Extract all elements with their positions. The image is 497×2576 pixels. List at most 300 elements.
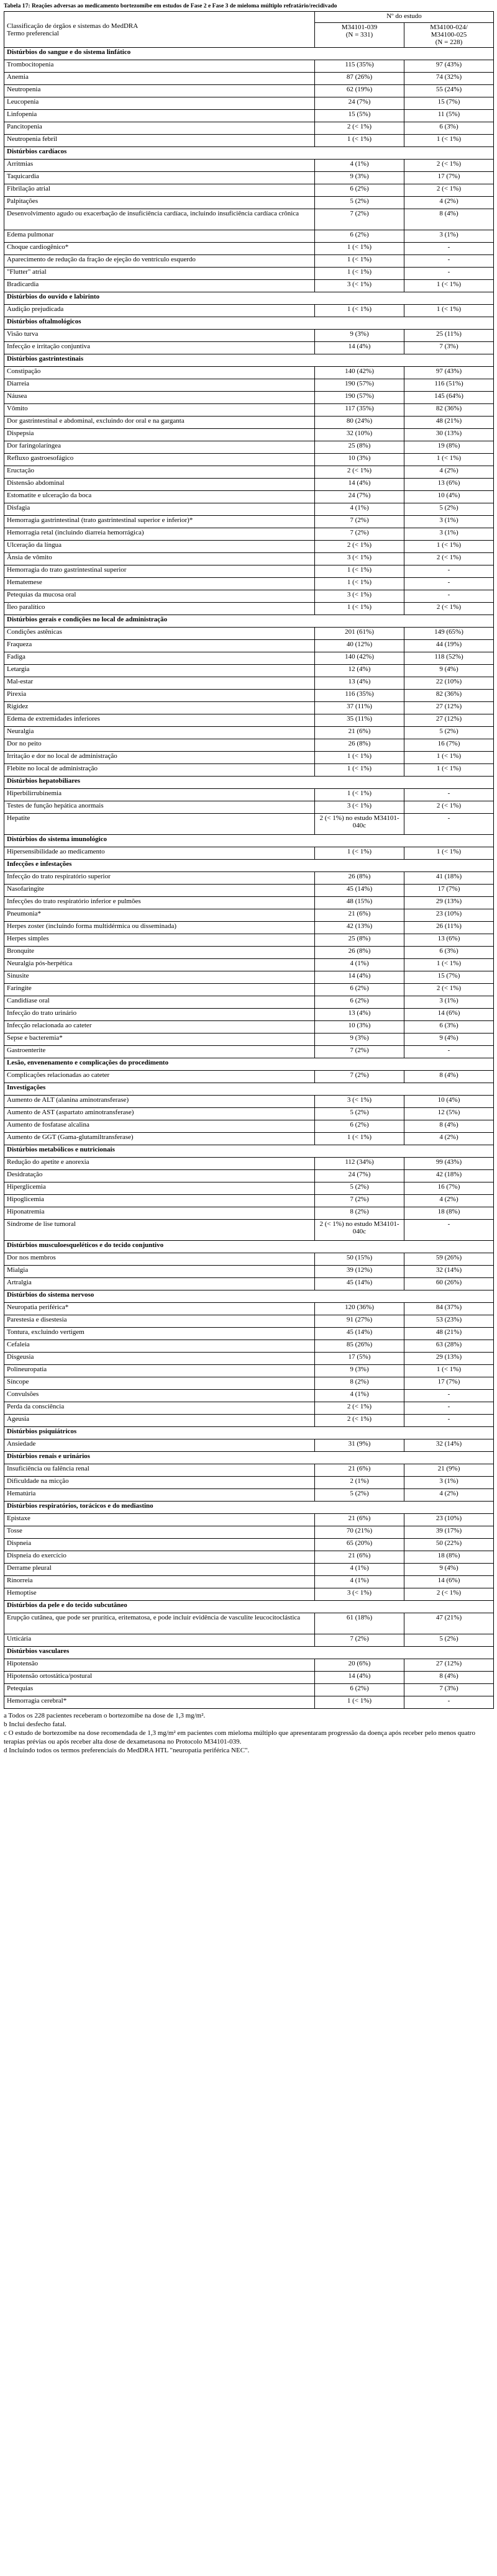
term-cell: Trombocitopenia (4, 60, 315, 73)
table-row (4, 1684, 494, 1696)
study-024-025-cell: - (404, 255, 494, 268)
term-cell: Ulceração da língua (4, 541, 315, 553)
study-024-025-cell: 10 (4%) (404, 491, 494, 503)
study-039-cell: 190 (57%) (315, 392, 404, 404)
study-024-025-cell: 1 (< 1%) (404, 959, 494, 971)
term-cell: Vômito (4, 404, 315, 417)
study-039-cell: 2 (1%) (315, 1477, 404, 1489)
study-024-025-cell: 53 (23%) (404, 1315, 494, 1328)
study-039-cell: 40 (12%) (315, 640, 404, 652)
study-024-025-cell: 1 (< 1%) (404, 454, 494, 466)
study-039-cell: 1 (< 1%) (315, 243, 404, 255)
term-cell: Derrame pleural (4, 1564, 315, 1576)
term-cell: Neutropenia (4, 85, 315, 97)
section-row (4, 1145, 494, 1158)
section-row (4, 317, 494, 330)
study-039-cell: 4 (1%) (315, 503, 404, 516)
study-039-cell: 24 (7%) (315, 1170, 404, 1182)
table-row (4, 665, 494, 677)
table-row (4, 1489, 494, 1502)
study-039-cell: 2 (< 1%) (315, 1402, 404, 1415)
term-cell: Candidíase oral (4, 996, 315, 1009)
term-cell: Leucopenia (4, 97, 315, 110)
table-row (4, 122, 494, 135)
section-heading: Distúrbios do sangue e do sistema linfático (4, 48, 494, 60)
table-row (4, 996, 494, 1009)
table-row (4, 1390, 494, 1402)
table-row (4, 1539, 494, 1551)
term-cell: Tontura, excluindo vertigem (4, 1328, 315, 1340)
study-039-cell: 70 (21%) (315, 1526, 404, 1539)
table-row (4, 1220, 494, 1241)
table-row (4, 73, 494, 85)
term-cell: Hipoglicemia (4, 1195, 315, 1207)
table-row (4, 1195, 494, 1207)
study-024-025-cell: 22 (10%) (404, 677, 494, 690)
study-024-025-cell: 55 (24%) (404, 85, 494, 97)
study-024-025-cell: 84 (37%) (404, 1303, 494, 1315)
study-039-cell: 91 (27%) (315, 1315, 404, 1328)
table-row (4, 1303, 494, 1315)
study-039-cell: 1 (< 1%) (315, 1133, 404, 1145)
table-row (4, 197, 494, 209)
study-039-cell: 17 (5%) (315, 1353, 404, 1365)
study-039-cell: 24 (7%) (315, 97, 404, 110)
study-024-025-cell: - (404, 578, 494, 590)
term-cell: Dispepsia (4, 429, 315, 441)
table-row (4, 172, 494, 184)
section-heading: Distúrbios psiquiátricos (4, 1427, 494, 1439)
study-024-025-cell: 32 (14%) (404, 1266, 494, 1278)
table-row (4, 1120, 494, 1133)
term-cell: Íleo paralítico (4, 603, 315, 615)
study-024-025-cell: 8 (4%) (404, 209, 494, 230)
study-024-025-cell: 1 (< 1%) (404, 1365, 494, 1377)
term-cell: Sepse e bacteremia* (4, 1034, 315, 1046)
term-cell: Flebite no local de administração (4, 764, 315, 777)
table-row (4, 1278, 494, 1290)
term-cell: Aumento de AST (aspartato aminotransferase) (4, 1108, 315, 1120)
table-row (4, 1564, 494, 1576)
table-row (4, 690, 494, 702)
table-row (4, 628, 494, 640)
study-024-025-cell: 97 (43%) (404, 367, 494, 379)
study-024-025-cell: - (404, 1390, 494, 1402)
section-row (4, 860, 494, 872)
study-039-cell: 1 (< 1%) (315, 847, 404, 860)
study-039-cell: 7 (2%) (315, 1195, 404, 1207)
study-024-025-cell: 4 (2%) (404, 1133, 494, 1145)
study-039-cell: 48 (15%) (315, 897, 404, 909)
section-row (4, 1290, 494, 1303)
study-024-025-cell: - (404, 1220, 494, 1241)
term-cell: Taquicardia (4, 172, 315, 184)
study-039-cell: 3 (< 1%) (315, 1588, 404, 1601)
table-row (4, 1659, 494, 1672)
study-024-025-cell: - (404, 590, 494, 603)
study-024-025-cell: 15 (7%) (404, 97, 494, 110)
table-row (4, 243, 494, 255)
study-039-cell: 62 (19%) (315, 85, 404, 97)
study-024-025-cell: 16 (7%) (404, 1182, 494, 1195)
section-heading: Infecções e infestações (4, 860, 494, 872)
header-study-025-id: M34100-025 (431, 31, 467, 38)
study-039-cell: 117 (35%) (315, 404, 404, 417)
study-024-025-cell: 4 (2%) (404, 1195, 494, 1207)
table-row (4, 847, 494, 860)
table-row (4, 110, 494, 122)
term-cell: Petequias (4, 1684, 315, 1696)
study-039-cell: 2 (< 1%) (315, 466, 404, 479)
study-024-025-cell: 149 (65%) (404, 628, 494, 640)
term-cell: Pirexia (4, 690, 315, 702)
term-cell: Infecções do trato respiratório inferior e pulmões (4, 897, 315, 909)
study-024-025-cell: 6 (3%) (404, 947, 494, 959)
study-024-025-cell: 1 (< 1%) (404, 764, 494, 777)
section-heading: Distúrbios do ouvido e labirinto (4, 292, 494, 305)
study-024-025-cell: 18 (8%) (404, 1207, 494, 1220)
term-cell: Cefaleia (4, 1340, 315, 1353)
term-cell: Hemorragia cerebral* (4, 1696, 315, 1709)
table-row (4, 1021, 494, 1034)
table-row (4, 367, 494, 379)
header-study-024-025 (404, 23, 494, 48)
table-row (4, 1108, 494, 1120)
study-024-025-cell: 27 (12%) (404, 1659, 494, 1672)
table-row (4, 947, 494, 959)
term-cell: Testes de função hepática anormais (4, 801, 315, 814)
term-cell: Palpitações (4, 197, 315, 209)
study-039-cell: 21 (6%) (315, 1514, 404, 1526)
study-024-025-cell: 44 (19%) (404, 640, 494, 652)
term-cell: Urticária (4, 1634, 315, 1647)
header-study-024-025-n: (N = 228) (435, 38, 463, 46)
table-row (4, 1464, 494, 1477)
study-039-cell: 10 (3%) (315, 1021, 404, 1034)
study-024-025-cell: 59 (26%) (404, 1253, 494, 1266)
study-024-025-cell: 29 (13%) (404, 897, 494, 909)
study-039-cell: 20 (6%) (315, 1659, 404, 1672)
study-039-cell: 14 (4%) (315, 971, 404, 984)
term-cell: Letargia (4, 665, 315, 677)
term-cell: Irritação e dor no local de administração (4, 752, 315, 764)
section-heading: Investigações (4, 1083, 494, 1096)
term-cell: Herpes simples (4, 934, 315, 947)
study-024-025-cell: 74 (32%) (404, 73, 494, 85)
table-row (4, 1672, 494, 1684)
study-039-cell: 2 (< 1%) no estudo M34101-040c (315, 1220, 404, 1241)
table-row (4, 739, 494, 752)
term-cell: Hipotensão ortostática/postural (4, 1672, 315, 1684)
study-039-cell: 5 (2%) (315, 1182, 404, 1195)
study-024-025-cell: 19 (8%) (404, 441, 494, 454)
study-024-025-cell: 2 (< 1%) (404, 184, 494, 197)
study-039-cell: 1 (< 1%) (315, 135, 404, 147)
study-024-025-cell: 15 (7%) (404, 971, 494, 984)
table-row (4, 727, 494, 739)
study-024-025-cell: 8 (4%) (404, 1672, 494, 1684)
term-cell: Edema de extremidades inferiores (4, 714, 315, 727)
term-cell: Hiperbilirrubinemia (4, 789, 315, 801)
table-row (4, 1353, 494, 1365)
study-024-025-cell: 9 (4%) (404, 1564, 494, 1576)
table-row (4, 801, 494, 814)
table-row (4, 590, 494, 603)
term-cell: Rigidez (4, 702, 315, 714)
study-039-cell: 50 (15%) (315, 1253, 404, 1266)
study-039-cell: 24 (7%) (315, 491, 404, 503)
study-039-cell: 21 (6%) (315, 1551, 404, 1564)
document (4, 2, 493, 1755)
term-cell: Artralgia (4, 1278, 315, 1290)
term-cell: Hemoptise (4, 1588, 315, 1601)
table-row (4, 971, 494, 984)
section-heading: Distúrbios gastrintestinais (4, 354, 494, 367)
footnote-c: c O estudo de bortezomibe na dose recomendada de 1,3 mg/m² em pacientes com mieloma múltiplo que apresentaram progressão da doença após receber pelo menos quatro terapias prévias ou após receber alta dose de dexametasona no Protocolo M34101-039. (4, 1729, 475, 1745)
study-039-cell: 7 (2%) (315, 516, 404, 528)
study-039-cell: 45 (14%) (315, 1278, 404, 1290)
header-study-039-id: M34101-039 (341, 24, 378, 31)
term-cell: Insuficiência ou falência renal (4, 1464, 315, 1477)
study-039-cell: 1 (< 1%) (315, 789, 404, 801)
term-cell: Gastroenterite (4, 1046, 315, 1058)
section-row (4, 1058, 494, 1071)
table-row (4, 909, 494, 922)
table-row (4, 553, 494, 565)
table-row (4, 255, 494, 268)
header-study-039-n: (N = 331) (345, 31, 373, 38)
study-039-cell: 8 (2%) (315, 1377, 404, 1390)
study-024-025-cell: 1 (< 1%) (404, 847, 494, 860)
table-row (4, 392, 494, 404)
table-row (4, 1696, 494, 1709)
study-024-025-cell: 27 (12%) (404, 702, 494, 714)
table-row (4, 714, 494, 727)
header-study-label: Nº do estudo (315, 12, 494, 23)
study-024-025-cell: 7 (3%) (404, 342, 494, 354)
table-row (4, 872, 494, 885)
study-024-025-cell: - (404, 565, 494, 578)
section-heading: Distúrbios vasculares (4, 1647, 494, 1659)
term-cell: Dor no peito (4, 739, 315, 752)
study-024-025-cell: 116 (51%) (404, 379, 494, 392)
table-row (4, 640, 494, 652)
term-cell: Disgeusia (4, 1353, 315, 1365)
study-039-cell: 1 (< 1%) (315, 255, 404, 268)
term-cell: Aumento de ALT (alanina aminotransferase) (4, 1096, 315, 1108)
study-024-025-cell: 48 (21%) (404, 1328, 494, 1340)
study-039-cell: 21 (6%) (315, 1464, 404, 1477)
table-row (4, 1253, 494, 1266)
study-024-025-cell: 8 (4%) (404, 1071, 494, 1083)
study-039-cell: 9 (3%) (315, 172, 404, 184)
section-row (4, 1601, 494, 1613)
study-024-025-cell: 10 (4%) (404, 1096, 494, 1108)
study-024-025-cell: 26 (11%) (404, 922, 494, 934)
study-024-025-cell: 2 (< 1%) (404, 984, 494, 996)
study-024-025-cell: 13 (6%) (404, 479, 494, 491)
term-cell: Hipersensibilidade ao medicamento (4, 847, 315, 860)
study-039-cell: 2 (< 1%) (315, 541, 404, 553)
term-cell: Edema pulmonar (4, 230, 315, 243)
table-row (4, 752, 494, 764)
study-039-cell: 7 (2%) (315, 1634, 404, 1647)
section-heading: Distúrbios oftalmológicos (4, 317, 494, 330)
study-039-cell: 32 (10%) (315, 429, 404, 441)
study-024-025-cell: 16 (7%) (404, 739, 494, 752)
table-row (4, 922, 494, 934)
study-024-025-cell: 47 (21%) (404, 1613, 494, 1634)
study-024-025-cell: 145 (64%) (404, 392, 494, 404)
table-row (4, 1377, 494, 1390)
study-024-025-cell: - (404, 1415, 494, 1427)
table-row (4, 1634, 494, 1647)
study-039-cell: 1 (< 1%) (315, 764, 404, 777)
table-row (4, 1415, 494, 1427)
study-024-025-cell: 5 (2%) (404, 1634, 494, 1647)
study-039-cell: 6 (2%) (315, 996, 404, 1009)
table-row (4, 541, 494, 553)
term-cell: Redução do apetite e anorexia (4, 1158, 315, 1170)
term-cell: Pancitopenia (4, 122, 315, 135)
table-row (4, 1170, 494, 1182)
term-cell: Hemorragia retal (incluindo diarreia hemorrágica) (4, 528, 315, 541)
term-cell: "Flutter" atrial (4, 268, 315, 280)
study-024-025-cell: 2 (< 1%) (404, 553, 494, 565)
study-024-025-cell: 17 (7%) (404, 885, 494, 897)
table-row (4, 1096, 494, 1108)
study-024-025-cell: 8 (4%) (404, 1120, 494, 1133)
study-024-025-cell: 32 (14%) (404, 1439, 494, 1452)
study-024-025-cell: 4 (2%) (404, 1489, 494, 1502)
term-cell: Aparecimento de redução da fração de ejeção do ventrículo esquerdo (4, 255, 315, 268)
study-024-025-cell: 118 (52%) (404, 652, 494, 665)
term-cell: Refluxo gastroesofágico (4, 454, 315, 466)
term-cell: Convulsões (4, 1390, 315, 1402)
study-039-cell: 7 (2%) (315, 1046, 404, 1058)
term-cell: Síndrome de lise tumoral (4, 1220, 315, 1241)
table-row (4, 1613, 494, 1634)
study-039-cell: 5 (2%) (315, 197, 404, 209)
section-heading: Distúrbios da pele e do tecido subcutâneo (4, 1601, 494, 1613)
table-row (4, 959, 494, 971)
table-row (4, 1551, 494, 1564)
term-cell: Hemorragia gastrintestinal (trato gastrintestinal superior e inferior)* (4, 516, 315, 528)
study-024-025-cell: 4 (2%) (404, 197, 494, 209)
term-cell: Aumento de fosfatase alcalina (4, 1120, 315, 1133)
study-024-025-cell: 42 (18%) (404, 1170, 494, 1182)
study-039-cell: 2 (< 1%) no estudo M34101-040c (315, 814, 404, 835)
study-039-cell: 21 (6%) (315, 727, 404, 739)
term-cell: Infecção do trato urinário (4, 1009, 315, 1021)
table-row (4, 1526, 494, 1539)
table-row (4, 814, 494, 835)
study-039-cell: 14 (4%) (315, 342, 404, 354)
term-cell: Desidratação (4, 1170, 315, 1182)
term-cell: Perda da consciência (4, 1402, 315, 1415)
study-039-cell: 140 (42%) (315, 652, 404, 665)
term-cell: Arritmias (4, 160, 315, 172)
study-039-cell: 65 (20%) (315, 1539, 404, 1551)
term-cell: Choque cardiogênico* (4, 243, 315, 255)
table-row (4, 578, 494, 590)
term-cell: Faringite (4, 984, 315, 996)
study-039-cell: 85 (26%) (315, 1340, 404, 1353)
header-row-1 (4, 12, 494, 23)
term-cell: Hemorragia do trato gastrintestinal superior (4, 565, 315, 578)
term-cell: Distensão abdominal (4, 479, 315, 491)
study-024-025-cell: 18 (8%) (404, 1551, 494, 1564)
study-039-cell: 6 (2%) (315, 1120, 404, 1133)
study-024-025-cell: 3 (1%) (404, 528, 494, 541)
study-039-cell: 3 (< 1%) (315, 553, 404, 565)
table-row (4, 503, 494, 516)
table-row (4, 417, 494, 429)
study-039-cell: 39 (12%) (315, 1266, 404, 1278)
term-cell: Ageusia (4, 1415, 315, 1427)
footnote-a: a Todos os 228 pacientes receberam o bortezomibe na dose de 1,3 mg/m². (4, 1712, 206, 1719)
study-024-025-cell: 14 (6%) (404, 1009, 494, 1021)
study-039-cell: 6 (2%) (315, 184, 404, 197)
term-cell: Petequias da mucosa oral (4, 590, 315, 603)
study-039-cell: 112 (34%) (315, 1158, 404, 1170)
study-024-025-cell: - (404, 1402, 494, 1415)
footnote-b: b Inclui desfecho fatal. (4, 1721, 66, 1728)
term-cell: Infecção do trato respiratório superior (4, 872, 315, 885)
table-row (4, 135, 494, 147)
study-024-025-cell: 3 (1%) (404, 996, 494, 1009)
table-row (4, 466, 494, 479)
study-039-cell: 45 (14%) (315, 885, 404, 897)
table-row (4, 789, 494, 801)
table-row (4, 342, 494, 354)
header-study-024-id: M34100-024/ (430, 24, 468, 31)
term-cell: Linfopenia (4, 110, 315, 122)
study-039-cell: 14 (4%) (315, 1672, 404, 1684)
term-cell: Neuralgia (4, 727, 315, 739)
table-row (4, 1071, 494, 1083)
table-row (4, 603, 494, 615)
table-row (4, 330, 494, 342)
study-039-cell: 5 (2%) (315, 1108, 404, 1120)
study-024-025-cell: 27 (12%) (404, 714, 494, 727)
section-row (4, 1452, 494, 1464)
study-024-025-cell: - (404, 243, 494, 255)
study-039-cell: 3 (< 1%) (315, 280, 404, 292)
study-039-cell: 35 (11%) (315, 714, 404, 727)
section-heading: Distúrbios hepatobiliares (4, 777, 494, 789)
term-cell: Dor gastrintestinal e abdominal, excluindo dor oral e na garganta (4, 417, 315, 429)
term-cell: Bronquite (4, 947, 315, 959)
term-cell: Fraqueza (4, 640, 315, 652)
table-row (4, 441, 494, 454)
study-039-cell: 87 (26%) (315, 73, 404, 85)
study-039-cell: 140 (42%) (315, 367, 404, 379)
study-024-025-cell: 9 (4%) (404, 1034, 494, 1046)
study-039-cell: 26 (8%) (315, 872, 404, 885)
table-body (4, 12, 494, 1709)
table-row (4, 379, 494, 392)
section-row (4, 48, 494, 60)
term-cell: Infecção relacionada ao cateter (4, 1021, 315, 1034)
section-heading: Distúrbios gerais e condições no local de administração (4, 615, 494, 628)
term-cell: Mal-estar (4, 677, 315, 690)
study-024-025-cell: 3 (1%) (404, 1477, 494, 1489)
study-024-025-cell: 1 (< 1%) (404, 541, 494, 553)
term-cell: Sinusite (4, 971, 315, 984)
study-039-cell: 5 (2%) (315, 1489, 404, 1502)
table-row (4, 85, 494, 97)
